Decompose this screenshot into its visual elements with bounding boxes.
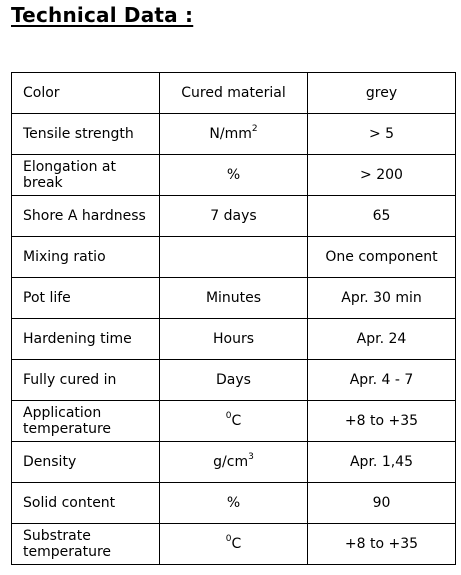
table-row	[12, 319, 456, 360]
unit-cell	[160, 524, 308, 565]
unit-cell: %	[160, 155, 308, 196]
unit-superscript: 2	[251, 124, 258, 135]
property-cell: Pot life	[12, 278, 160, 319]
unit-superscript: 3	[248, 452, 254, 463]
value-cell: > 200	[308, 155, 456, 196]
table-row	[12, 442, 456, 483]
table-row	[12, 360, 456, 401]
value-cell: One component	[308, 237, 456, 278]
value-cell: 65	[308, 196, 456, 237]
table-row	[12, 155, 456, 196]
value-cell: +8 to +35	[308, 401, 456, 442]
table-row	[12, 524, 456, 565]
value-cell: Apr. 4 - 7	[308, 360, 456, 401]
property-cell: Substrate temperature	[12, 524, 160, 565]
unit-cell	[160, 237, 308, 278]
property-cell: Tensile strength	[12, 114, 160, 155]
unit-superscript: 0	[225, 411, 232, 422]
value-cell: Apr. 1,45	[308, 442, 456, 483]
unit-text: g/cm	[213, 454, 249, 470]
property-cell: Elongation at break	[12, 155, 160, 196]
unit-text: C	[231, 413, 242, 429]
property-cell: Application temperature	[12, 401, 160, 442]
unit-cell: Cured material	[160, 73, 308, 114]
unit-text: C	[231, 536, 242, 552]
property-cell: Solid content	[12, 483, 160, 524]
page-title: Technical Data :	[11, 3, 194, 27]
unit-cell: Minutes	[160, 278, 308, 319]
value-cell: grey	[308, 73, 456, 114]
property-cell: Color	[12, 73, 160, 114]
unit-cell	[160, 114, 308, 155]
unit-cell: Days	[160, 360, 308, 401]
technical-data-table	[11, 72, 456, 565]
value-cell: Apr. 30 min	[308, 278, 456, 319]
property-cell: Mixing ratio	[12, 237, 160, 278]
table-row	[12, 237, 456, 278]
table-row	[12, 401, 456, 442]
value-cell: 90	[308, 483, 456, 524]
value-cell: Apr. 24	[308, 319, 456, 360]
property-cell: Shore A hardness	[12, 196, 160, 237]
table-row	[12, 73, 456, 114]
unit-text: N/mm	[209, 126, 252, 142]
unit-cell	[160, 401, 308, 442]
unit-cell	[160, 442, 308, 483]
table-row	[12, 114, 456, 155]
table-row	[12, 483, 456, 524]
unit-superscript: 0	[225, 534, 232, 545]
unit-cell: 7 days	[160, 196, 308, 237]
unit-cell: Hours	[160, 319, 308, 360]
table-row	[12, 278, 456, 319]
property-cell: Density	[12, 442, 160, 483]
property-cell: Fully cured in	[12, 360, 160, 401]
table-row	[12, 196, 456, 237]
property-cell: Hardening time	[12, 319, 160, 360]
value-cell: > 5	[308, 114, 456, 155]
unit-cell: %	[160, 483, 308, 524]
value-cell: +8 to +35	[308, 524, 456, 565]
